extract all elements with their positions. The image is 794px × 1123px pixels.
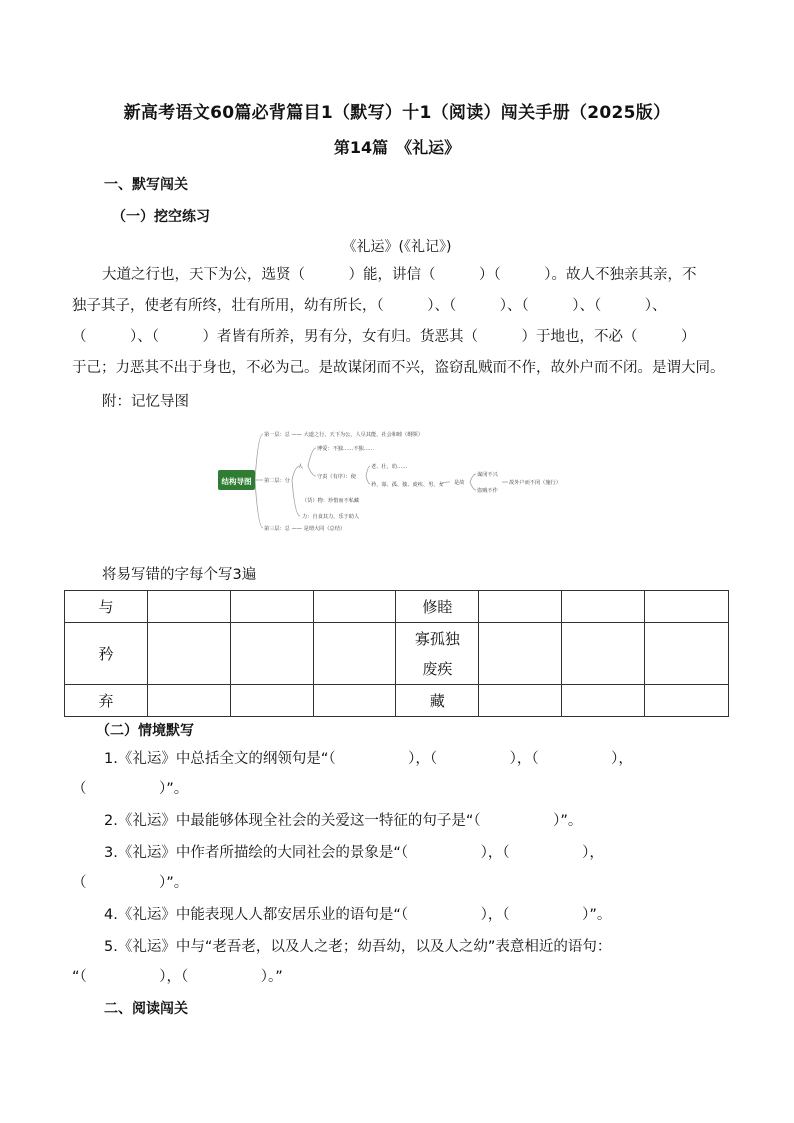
table-row: [65, 685, 729, 717]
practice-cell[interactable]: [230, 685, 313, 717]
practice-cell[interactable]: [562, 591, 645, 623]
mindmap-root: 结构导图: [221, 477, 252, 486]
passage-line: 独子其子，使老有所终，壮有所用，幼有所长，（ ）、（ ）、（ ）、（ ）、: [72, 298, 667, 314]
mindmap-power: 力：自食其力，乐于助人: [302, 514, 360, 520]
question-3: [72, 838, 732, 898]
practice-char-top: 寡孤独: [414, 629, 460, 648]
practice-cell[interactable]: [230, 623, 313, 685]
practice-char: 矜: [65, 623, 148, 685]
passage-line: 于己；力恶其不出于身也，不必为己。是故谋闭而不兴，盗窃乱贼而不作，故外户而不闭。是谓大同。: [72, 360, 725, 376]
mindmap-order-bottom: 矜、寡、孤、独、废疾、男、女: [371, 482, 444, 488]
mindmap-result-final: 故外户而不闭（施行）: [509, 480, 561, 486]
mindmap-goods: （货）物：珍惜而不私藏: [302, 498, 360, 504]
section-heading-reading: 二、阅读闯关: [104, 1001, 188, 1017]
question-line: 1.《礼运》中总括全文的纲领句是“（ ），（ ），（ ），: [104, 751, 633, 767]
practice-cell[interactable]: [645, 591, 729, 623]
question-line: “（ ），（ ）。”: [72, 969, 283, 985]
question-4: [72, 900, 732, 930]
source-line: 《礼运》(《礼记》): [342, 239, 452, 255]
mindmap-feeling: 博爱：不独……不独……: [317, 446, 375, 452]
chapter-title: 第14篇 《礼运》: [333, 138, 461, 157]
practice-cell[interactable]: [313, 591, 396, 623]
passage-line: 大道之行也，天下为公，选贤（ ）能，讲信（ ）（ ）。故人不独亲其亲，不: [102, 267, 697, 283]
passage-line: （ ）、（ ）者皆有所养，男有分，女有归。货恶其（ ）于地也，不必（ ）: [72, 329, 696, 345]
practice-cell[interactable]: [230, 591, 313, 623]
practice-table: [64, 590, 729, 717]
mindmap-result: 是故: [454, 480, 465, 486]
mindmap-level1: 第一层：总 —— 大道之行，天下为公，人尽其能，社会和睦（纲领）: [264, 432, 423, 438]
practice-cell[interactable]: [479, 591, 562, 623]
practice-cell[interactable]: [147, 591, 230, 623]
question-line: （ ）”。: [72, 875, 189, 891]
table-row: [65, 591, 729, 623]
subsection-heading-context: （二）情境默写: [96, 723, 194, 739]
practice-cell[interactable]: [479, 623, 562, 685]
question-5: [72, 932, 732, 992]
question-line: 3.《礼运》中作者所描绘的大同社会的景象是“（ ），（ ），: [104, 845, 604, 861]
practice-cell[interactable]: [645, 623, 729, 685]
practice-char: 修睦: [396, 591, 479, 623]
practice-cell[interactable]: [562, 685, 645, 717]
practice-char: 藏: [396, 685, 479, 717]
appendix-label: 附：记忆导图: [102, 394, 189, 410]
memory-mind-map: [218, 420, 578, 538]
mindmap-order-top: 老、壮、幼……: [371, 464, 408, 470]
question-line: 2.《礼运》中最能够体现全社会的关爱这一特征的句子是“（ ）”。: [104, 813, 583, 829]
practice-cell[interactable]: [147, 623, 230, 685]
practice-instruction: 将易写错的字每个写3遍: [102, 567, 257, 583]
practice-cell[interactable]: [479, 685, 562, 717]
practice-char: 弃: [65, 685, 148, 717]
practice-cell[interactable]: [313, 623, 396, 685]
practice-cell[interactable]: [645, 685, 729, 717]
question-line: 4.《礼运》中能表现人人都安居乐业的语句是“（ ），（ ）”。: [104, 907, 612, 923]
question-line: 5.《礼运》中与“老吾老，以及人之老；幼吾幼，以及人之幼”表意相近的语句：: [104, 939, 612, 955]
mindmap-level2: 第二层：分: [264, 478, 290, 484]
question-2: [72, 806, 732, 836]
question-1: [72, 744, 732, 804]
practice-char-bottom: 废疾: [422, 659, 453, 678]
mindmap-order: 守责（有序）：使: [317, 474, 356, 480]
table-row: [65, 623, 729, 685]
practice-char: 与: [65, 591, 148, 623]
question-line: （ ）”。: [72, 781, 189, 797]
practice-cell[interactable]: [562, 623, 645, 685]
mindmap-person: 人: [298, 464, 304, 470]
mindmap-result-a: 谋闭不兴: [477, 472, 498, 478]
section-heading-dictation: 一、默写闯关: [104, 177, 188, 193]
practice-char-multi: [396, 623, 479, 685]
subsection-heading-fill-blank: （一）挖空练习: [112, 209, 210, 225]
passage: [72, 260, 732, 384]
practice-cell[interactable]: [147, 685, 230, 717]
mindmap-result-b: 盗贼不作: [477, 488, 498, 494]
practice-cell[interactable]: [313, 685, 396, 717]
document-title: 新高考语文60篇必背篇目1（默写）十1（阅读）闯关手册（2025版）: [123, 103, 671, 123]
mindmap-level3: 第三层：总 —— 是谓大同（总结）: [264, 526, 346, 532]
